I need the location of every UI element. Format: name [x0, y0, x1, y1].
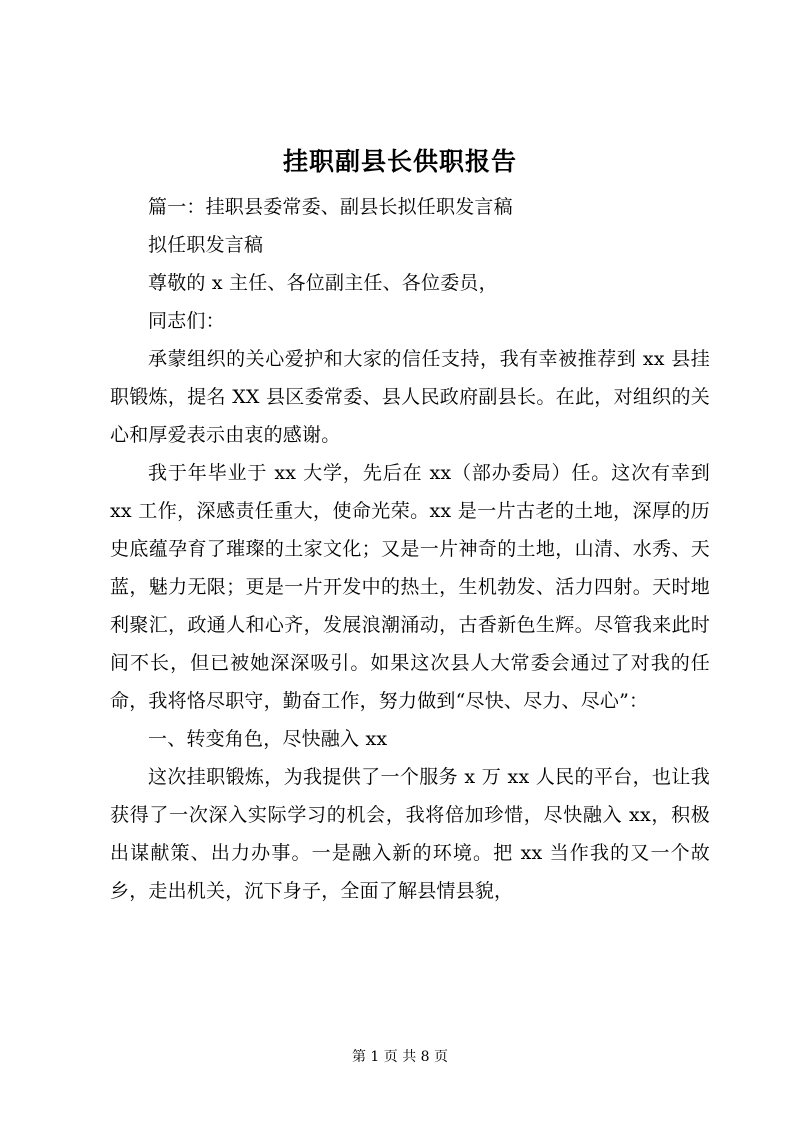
section-heading: 篇一：挂职县委常委、副县长拟任职发言稿 — [148, 196, 513, 218]
point-heading: 一、转变角色，尽快融入 xx — [148, 728, 388, 750]
document-title: 挂职副县长供职报告 — [282, 147, 517, 176]
page-footer: 第 1 页 共 8 页 — [351, 1049, 449, 1065]
body-paragraph: 这次挂职锻炼，为我提供了一个服务 x 万 xx 人民的平台，也让我获得了一次深入实际学习的机会，我将倍加珍惜，尽快融入 xx，积极出谋献策、出力办事。一是融入新的环境。把 xx 当作我的又一个故乡，走出机关，沉下身子，全面了解县情县貌， — [110, 766, 710, 902]
salutation: 尊敬的 x 主任、各位副主任、各位委员， — [148, 272, 498, 294]
body-paragraph: 我于年毕业于 xx 大学，先后在 xx（部办委局）任。这次有幸到 xx 工作，深感责任重大，使命光荣。xx 是一片古老的土地，深厚的历史底蕴孕育了璀璨的土家文化；又是一片神奇的土地，山清、水秀、天蓝，魅力无限；更是一片开发中的热土，生机勃发、活力四射。天时地利聚汇，政通人和心齐，发展浪潮涌动，古香新色生辉。尽管我来此时间不长，但已被她深深吸引。如果这次县人大常委会通过了对我的任命，我将恪尽职守，勤奋工作，努力做到“尽快、尽力、尽心”： — [110, 462, 710, 712]
body-paragraph: 承蒙组织的关心爱护和大家的信任支持，我有幸被推荐到 xx 县挂职锻炼，提名 XX 县区委常委、县人民政府副县长。在此，对组织的关心和厚爱表示由衷的感谢。 — [110, 348, 710, 446]
document-body — [110, 188, 710, 910]
subheading: 拟任职发言稿 — [148, 234, 264, 256]
greeting: 同志们： — [148, 310, 225, 332]
